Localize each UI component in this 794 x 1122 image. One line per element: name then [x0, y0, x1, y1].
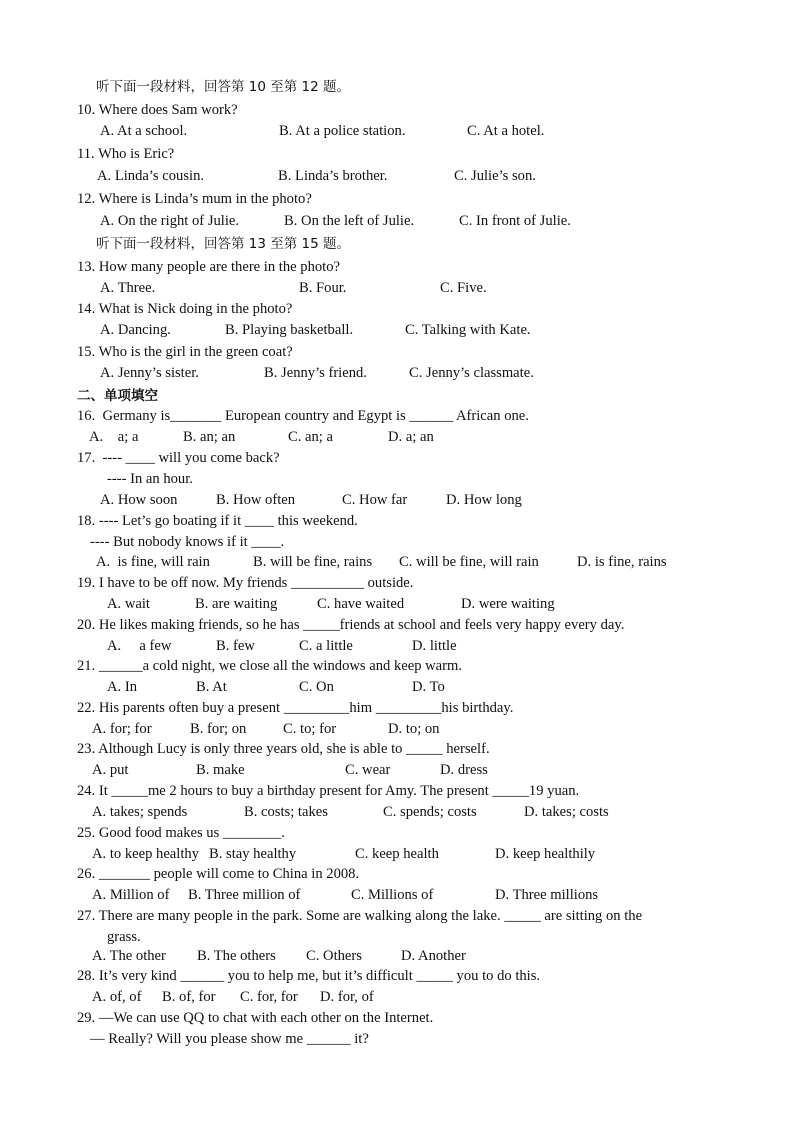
- text-line: A. is fine, will rain: [96, 554, 210, 570]
- text-line: A. wait: [107, 596, 150, 612]
- text-line: D. takes; costs: [524, 804, 609, 820]
- text-line: B. for; on: [190, 721, 247, 737]
- text-line: 19. I have to be off now. My friends __________ outside.: [77, 575, 414, 591]
- text-line: A. Jenny’s sister.: [100, 365, 199, 381]
- text-line: D. To: [412, 679, 445, 695]
- text-line: A. put: [92, 762, 129, 778]
- text-line: C. will be fine, will rain: [399, 554, 539, 570]
- text-line: 29. —We can use QQ to chat with each other on the Internet.: [77, 1010, 434, 1026]
- text-line: 26. _______ people will come to China in 2008.: [77, 866, 360, 882]
- text-line: B. stay healthy: [209, 846, 297, 862]
- text-line: B. are waiting: [195, 596, 278, 612]
- text-line: A. takes; spends: [92, 804, 188, 820]
- text-line: C. Five.: [440, 280, 487, 296]
- text-line: C. to; for: [283, 721, 337, 737]
- text-line: D. is fine, rains: [577, 554, 667, 570]
- text-line: D. How long: [446, 492, 522, 508]
- text-line: D. dress: [440, 762, 488, 778]
- text-line: 13. How many people are there in the photo?: [77, 259, 341, 275]
- text-line: C. On: [299, 679, 334, 695]
- text-line: B. How often: [216, 492, 296, 508]
- text-line: C. At a hotel.: [467, 123, 545, 139]
- text-line: B. Jenny’s friend.: [264, 365, 367, 381]
- text-line: B. On the left of Julie.: [284, 213, 415, 229]
- text-line: 23. Although Lucy is only three years old, she is able to _____ herself.: [77, 741, 490, 757]
- text-line: B. At a police station.: [279, 123, 406, 139]
- text-line: D. Another: [401, 948, 466, 964]
- text-line: C. a little: [299, 638, 353, 654]
- text-line: — Really? Will you please show me ______ it?: [90, 1031, 369, 1047]
- text-line: B. an; an: [183, 429, 236, 445]
- text-line: A. How soon: [100, 492, 178, 508]
- text-line: C. Millions of: [351, 887, 434, 903]
- text-line: B. of, for: [162, 989, 216, 1005]
- text-line: A. Dancing.: [100, 322, 171, 338]
- text-line: C. wear: [345, 762, 391, 778]
- text-line: 27. There are many people in the park. Some are walking along the lake. _____ are sitting on the: [77, 908, 643, 924]
- text-line: C. keep health: [355, 846, 439, 862]
- text-line: B. Four.: [299, 280, 347, 296]
- text-line: D. for, of: [320, 989, 374, 1005]
- text-line: B. few: [216, 638, 255, 654]
- text-line: C. In front of Julie.: [459, 213, 571, 229]
- text-line: 10. Where does Sam work?: [77, 102, 238, 118]
- text-line: 听下面一段材料，回答第 10 至第 12 题。: [96, 79, 351, 95]
- text-line: C. Others: [306, 948, 362, 964]
- text-line: B. make: [196, 762, 245, 778]
- text-line: 20. He likes making friends, so he has _____friends at school and feels very happy every day.: [77, 617, 625, 633]
- text-line: D. keep healthily: [495, 846, 596, 862]
- text-line: 听下面一段材料，回答第 13 至第 15 题。: [96, 236, 351, 252]
- text-line: C. Talking with Kate.: [405, 322, 531, 338]
- text-line: 12. Where is Linda’s mum in the photo?: [77, 191, 312, 207]
- text-line: 15. Who is the girl in the green coat?: [77, 344, 293, 360]
- text-line: 24. It _____me 2 hours to buy a birthday present for Amy. The present _____19 yuan.: [77, 783, 580, 799]
- text-line: 11. Who is Eric?: [77, 146, 175, 162]
- text-line: C. Jenny’s classmate.: [409, 365, 534, 381]
- text-line: D. little: [412, 638, 457, 654]
- text-line: A. Three.: [100, 280, 156, 296]
- text-line: B. The others: [197, 948, 276, 964]
- text-line: C. spends; costs: [383, 804, 477, 820]
- text-line: 18. ---- Let’s go boating if it ____ this weekend.: [77, 513, 358, 529]
- text-line: 17. ---- ____ will you come back?: [77, 450, 280, 466]
- text-line: A. Million of: [92, 887, 170, 903]
- text-line: A. At a school.: [100, 123, 188, 139]
- text-line: B. Three million of: [188, 887, 301, 903]
- text-line: A. to keep healthy: [92, 846, 199, 862]
- text-line: B. will be fine, rains: [253, 554, 373, 570]
- text-line: 16. Germany is_______ European country and Egypt is ______ African one.: [77, 408, 529, 424]
- text-line: A. On the right of Julie.: [100, 213, 240, 229]
- text-line: grass.: [107, 929, 141, 945]
- text-line: A. The other: [92, 948, 166, 964]
- text-line: A. a few: [107, 638, 172, 654]
- text-line: C. have waited: [317, 596, 405, 612]
- text-line: ---- In an hour.: [107, 471, 193, 487]
- text-line: C. an; a: [288, 429, 333, 445]
- text-line: 14. What is Nick doing in the photo?: [77, 301, 293, 317]
- text-line: B. Linda’s brother.: [278, 168, 388, 184]
- text-line: B. Playing basketball.: [225, 322, 354, 338]
- text-line: A. a; a: [89, 429, 139, 445]
- text-line: D. were waiting: [461, 596, 555, 612]
- text-line: 22. His parents often buy a present _________him _________his birthday.: [77, 700, 514, 716]
- text-line: D. to; on: [388, 721, 440, 737]
- text-line: 28. It’s very kind ______ you to help me, but it’s difficult _____ you to do this.: [77, 968, 541, 984]
- text-line: B. costs; takes: [244, 804, 328, 820]
- text-line: ---- But nobody knows if it ____.: [90, 534, 285, 550]
- text-line: D. a; an: [388, 429, 434, 445]
- text-line: 21. ______a cold night, we close all the windows and keep warm.: [77, 658, 463, 674]
- text-line: A. of, of: [92, 989, 142, 1005]
- text-line: 25. Good food makes us ________.: [77, 825, 285, 841]
- text-line: A. Linda’s cousin.: [97, 168, 205, 184]
- text-line: C. How far: [342, 492, 408, 508]
- text-line: A. In: [107, 679, 137, 695]
- text-line: B. At: [196, 679, 227, 695]
- text-line: C. for, for: [240, 989, 298, 1005]
- text-line: A. for; for: [92, 721, 152, 737]
- text-line: C. Julie’s son.: [454, 168, 536, 184]
- text-line: 二、单项填空: [77, 388, 158, 404]
- text-line: D. Three millions: [495, 887, 599, 903]
